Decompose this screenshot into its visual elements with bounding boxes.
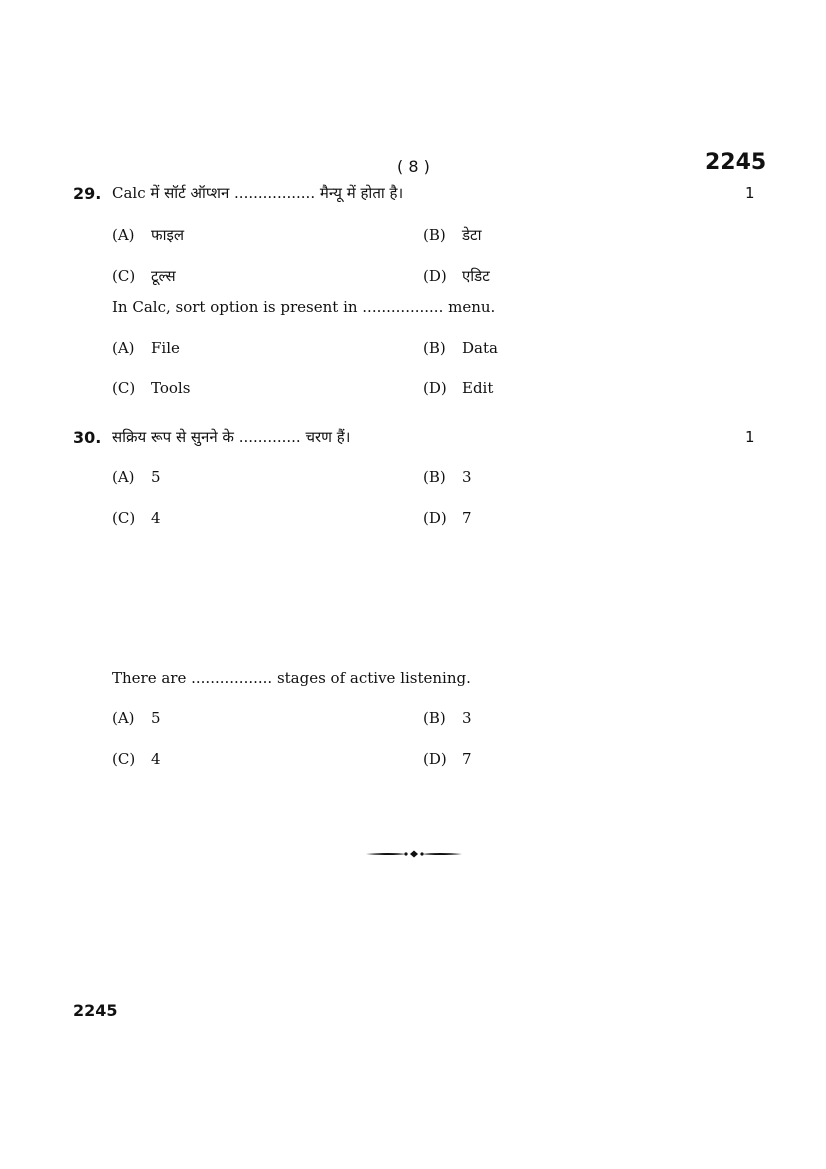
question-marks: 1 <box>745 428 755 446</box>
option-b-english <box>423 339 498 357</box>
option-label: (D) <box>423 379 447 397</box>
option-label: (C) <box>112 267 136 285</box>
option-text: 4 <box>151 750 161 768</box>
question-number: 29. <box>73 184 102 203</box>
option-d-english <box>423 379 493 397</box>
question-text-english: There are ................. stages of active listening. <box>112 669 471 687</box>
option-label: (A) <box>112 709 135 727</box>
option-label: (A) <box>112 339 135 357</box>
question-text-english: In Calc, sort option is present in ................. menu. <box>112 298 496 316</box>
option-text: फाइल <box>151 226 184 244</box>
option-c-english <box>112 379 190 397</box>
paper-code-header: 2245 <box>705 150 767 175</box>
option-label: (D) <box>423 750 447 768</box>
end-ornament-icon <box>366 846 462 865</box>
option-b-hindi <box>423 468 472 486</box>
option-label: (B) <box>423 709 446 727</box>
question-marks: 1 <box>745 184 755 202</box>
option-b-hindi <box>423 225 481 245</box>
option-text: डेटा <box>462 226 482 244</box>
option-a-english <box>112 709 161 727</box>
option-text: Tools <box>151 379 191 397</box>
option-d-hindi <box>423 509 472 527</box>
option-label: (C) <box>112 379 136 397</box>
question-text-hindi: Calc में सॉर्ट ऑप्शन ................. मैन्यू में होता है। <box>112 184 404 202</box>
option-a-english <box>112 339 180 357</box>
option-c-hindi <box>112 509 161 527</box>
option-c-hindi <box>112 266 176 286</box>
option-text: 5 <box>151 468 161 486</box>
option-label: (B) <box>423 226 446 244</box>
option-text: Data <box>462 339 498 357</box>
option-text: टूल्स <box>151 267 176 285</box>
question-text-hindi: सक्रिय रूप से सुनने के ............. चरण हैं। <box>112 428 351 446</box>
option-b-english <box>423 709 472 727</box>
option-label: (C) <box>112 509 136 527</box>
option-text: 3 <box>462 709 472 727</box>
option-d-hindi <box>423 266 490 286</box>
option-text: Edit <box>462 379 494 397</box>
option-text: एडिट <box>462 267 490 285</box>
option-label: (D) <box>423 509 447 527</box>
option-text: File <box>151 339 180 357</box>
option-text: 7 <box>462 509 472 527</box>
option-a-hindi <box>112 468 161 486</box>
paper-code-footer: 2245 <box>73 1001 118 1020</box>
option-label: (D) <box>423 267 447 285</box>
option-d-english <box>423 750 472 768</box>
option-a-hindi <box>112 225 184 245</box>
option-label: (A) <box>112 468 135 486</box>
option-label: (A) <box>112 226 135 244</box>
option-label: (B) <box>423 339 446 357</box>
option-text: 7 <box>462 750 472 768</box>
option-text: 3 <box>462 468 472 486</box>
option-label: (B) <box>423 468 446 486</box>
option-text: 4 <box>151 509 161 527</box>
question-number: 30. <box>73 428 102 447</box>
option-c-english <box>112 750 161 768</box>
page-number: ( 8 ) <box>397 157 430 176</box>
option-text: 5 <box>151 709 161 727</box>
option-label: (C) <box>112 750 136 768</box>
